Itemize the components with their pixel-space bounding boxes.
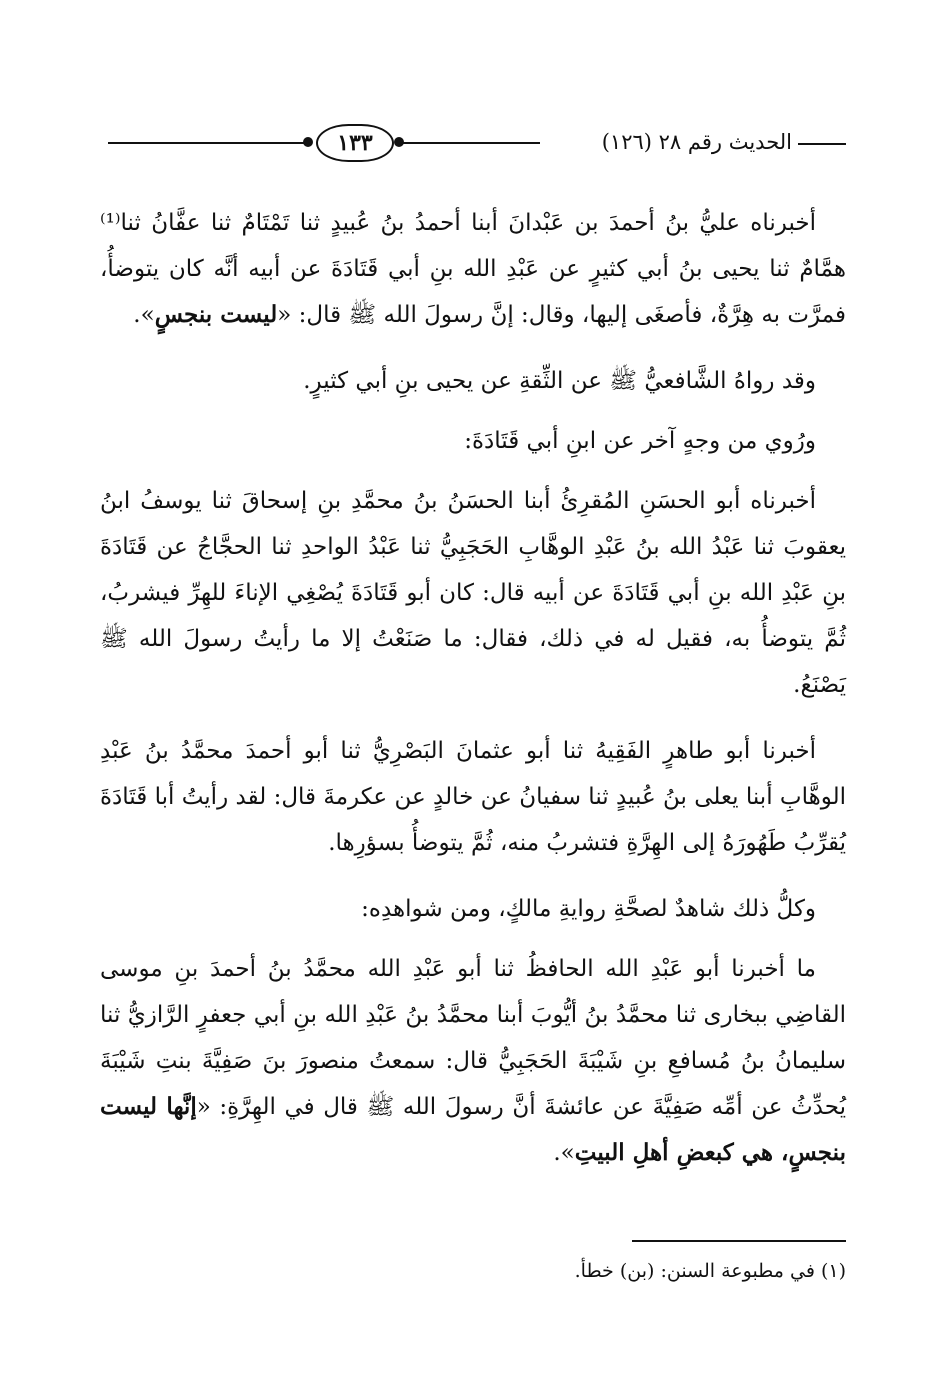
page-header xyxy=(100,118,848,168)
paragraph-7 xyxy=(100,946,846,1176)
paragraph-1-text: أخبرناه عليُّ بنُ أحمدَ بن عَبْدانَ أبنا أحمدُ بنُ عُبيدٍ ثنا تَمْتَامٌ ثنا عفَّانُ ثنا⁽¹⁾ همَّامٌ ثنا يحيى بنُ أبي كثيرٍ عن عَبْدِ الله بنِ أبي قَتَادَةَ عن أبيه أنَّه كان يتوضأُ، فمرَّت به هِرَّةٌ، فأصغَى إليها، وقال: إنَّ رسولَ الله ﷺ قال: « xyxy=(100,210,846,328)
footnotes xyxy=(100,1240,846,1288)
footnote-1: (١) في مطبوعة السنن: (بن) خطأ. xyxy=(574,1260,846,1282)
running-title-text: الحديث رقم ٢٨ (١٢٦) xyxy=(601,130,792,154)
paragraph-7-text: ما أخبرنا أبو عَبْدِ الله الحافظُ ثنا أبو عَبْدِ الله محمَّدُ بنُ أحمدَ بنِ موسى القاضِي ببخارى ثنا محمَّدُ بنُ أيُّوبَ أبنا محمَّدُ بنُ عَبْدِ الله بنِ أبي جعفرٍ الرَّازيُّ ثنا سليمانُ بنُ مُسافعِ بنِ شَيْبَةَ الحَجَبِيُّ قال: سمعتُ منصورَ بنَ صَفِيَّةَ بنتِ شَيْبَةَ يُحدِّثُ عن أمِّه صَفِيَّةَ عن عائشةَ أنَّ رسولَ الله ﷺ قال في الهِرَّةِ: « xyxy=(100,956,846,1120)
title-dash xyxy=(798,143,846,145)
header-rule-left xyxy=(108,142,308,144)
paragraph-4: أخبرناه أبو الحسَنِ المُقرِئُ أبنا الحسَنُ بنُ محمَّدِ بنِ إسحاقَ ثنا يوسفُ ابنُ يعقوبَ ثنا عَبْدُ الله بنُ عَبْدِ الوهَّابِ الحَجَبِيُّ ثنا عَبْدُ الواحدِ ثنا الحجَّاجُ عن قَتَادَةَ بنِ عَبْدِ الله بنِ أبي قَتَادَةَ عن أبيه قال: كان أبو قَتَادَةَ يُصْغِي الإناءَ للهِرِّ فيشربُ، ثُمَّ يتوضأُ به، فقيل له في ذلك، فقال: ما صَنَعْتُ إلا ما رأيتُ رسولَ الله ﷺ يَصْنَعُ. xyxy=(100,488,846,698)
main-text xyxy=(100,200,846,1196)
header-ornament-dot xyxy=(303,137,313,147)
paragraph-2: وقد رواهُ الشَّافعيُّ ﷺ عن الثِّقةِ عن يحيى بنِ أبي كثيرٍ. xyxy=(303,368,816,394)
paragraph-6: وكلُّ ذلك شاهدٌ لصحَّةِ روايةِ مالكٍ، ومن شواهدِه: xyxy=(361,896,816,922)
paragraph-1-end: ». xyxy=(133,302,155,328)
paragraph-3: ورُوي من وجهٍ آخر عن ابنِ أبي قَتَادَةَ: xyxy=(464,428,816,454)
footnote-rule xyxy=(632,1240,846,1242)
paragraph-1 xyxy=(100,200,846,338)
header-rule-right xyxy=(400,142,540,144)
paragraph-5: أخبرنا أبو طاهرٍ الفَقِيهُ ثنا أبو عثمانَ البَصْرِيُّ ثنا أبو أحمدَ محمَّدُ بنُ عَبْدِ الوهَّابِ أبنا يعلى بنُ عُبيدٍ ثنا سفيانُ عن خالدٍ عن عكرمةَ قال: لقد رأيتُ أبا قَتَادَةَ يُقرِّبُ طَهُورَهُ إلى الهِرَّةِ فتشربُ منه، ثُمَّ يتوضأُ بسؤرِها. xyxy=(100,738,846,856)
page-number: ١٣٣ xyxy=(316,124,394,162)
hadith-quote: ليست بنجسٍ xyxy=(154,301,278,328)
hadith-quote: إنَّها ليست بنجسٍ، هي كبعضِ أهلِ البيتِ xyxy=(100,1093,846,1166)
running-title xyxy=(546,124,846,160)
paragraph-7-end: ». xyxy=(553,1140,575,1166)
